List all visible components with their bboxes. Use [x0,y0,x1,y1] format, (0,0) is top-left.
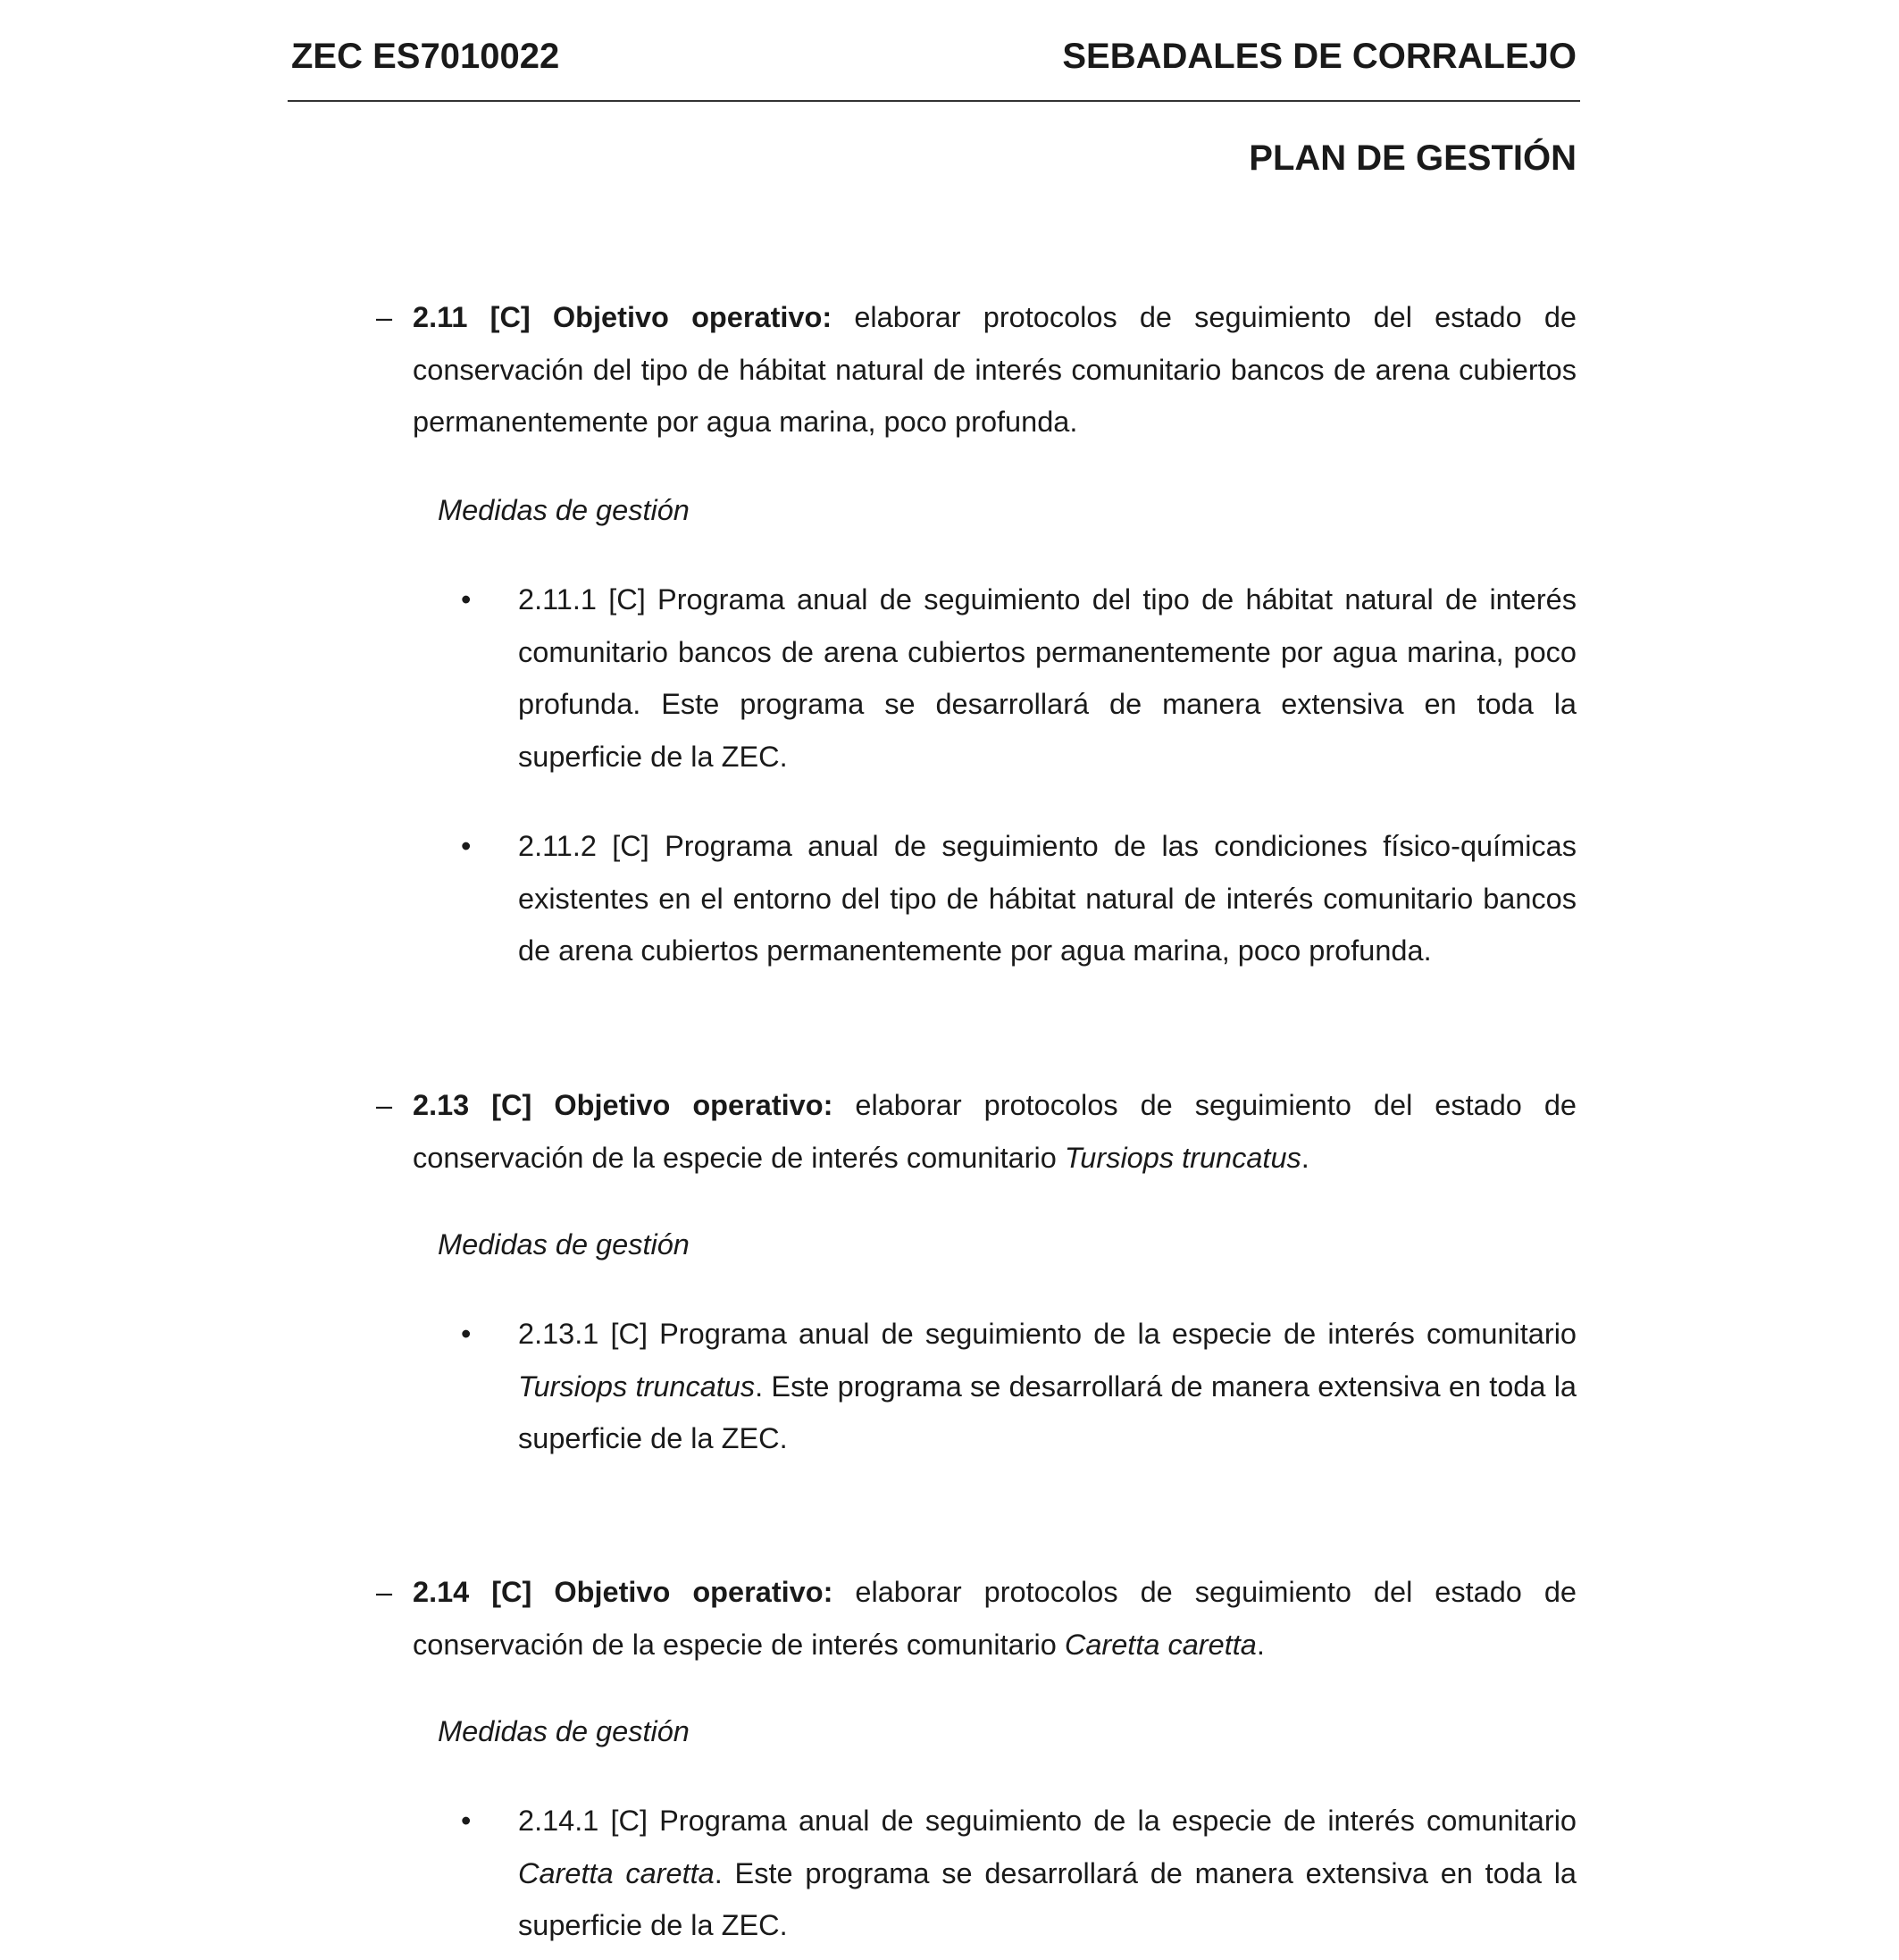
species-name: Caretta caretta [518,1856,715,1889]
header-plan-title: PLAN DE GESTIÓN [1249,138,1577,178]
measure-text-end: . Este programa se desarrollará de manera extensiva en toda la superficie de la ZEC. [518,1369,1577,1454]
bullet-marker: • [461,1318,472,1350]
header-divider [288,100,1580,102]
dash-marker: – [376,1089,393,1121]
header-site-name: SEBADALES DE CORRALEJO [1062,37,1577,76]
bullet-marker: • [461,1805,472,1837]
header-zec-code: ZEC ES7010022 [291,37,560,76]
objective-2-13 [413,1079,1577,1184]
objective-2-14 [413,1566,1577,1671]
objective-heading: 2.13 [C] Objetivo operativo: [413,1089,833,1121]
objective-text: elaborar protocolos de seguimiento del estado de conservación del tipo de hábitat natural de interés comunitario bancos de arena cubiertos permanentemente por agua marina, poco profunda. [413,301,1577,438]
bullet-marker: • [461,583,472,616]
medidas-label: Medidas de gestión [438,1715,690,1747]
objective-2-11 [413,291,1577,448]
dash-marker: – [376,1576,393,1608]
objective-heading: 2.14 [C] Objetivo operativo: [413,1576,833,1608]
species-name: Tursiops truncatus [1064,1141,1301,1174]
objective-text-end: . [1301,1141,1309,1174]
objective-heading: 2.11 [C] Objetivo operativo: [413,301,832,333]
species-name: Caretta caretta [1064,1628,1257,1661]
dash-marker: – [376,301,393,333]
objective-text-end: . [1256,1628,1265,1661]
medidas-label: Medidas de gestión [438,1228,690,1261]
measure-2-14-1 [518,1795,1577,1952]
bullet-marker: • [461,830,472,862]
objective-text: elaborar protocolos de seguimiento del estado de conservación de la especie de interés comunitario [413,1576,1577,1661]
species-name: Tursiops truncatus [518,1369,756,1403]
medidas-label: Medidas de gestión [438,494,690,526]
measure-2-11-1: 2.11.1 [C] Programa anual de seguimiento del tipo de hábitat natural de interés comunitario bancos de arena cubiertos permanentemente por agua marina, poco profunda. Este programa se desarrollará de manera extensiva en toda la superficie de la ZEC. [518,583,1577,773]
measure-text-end: . Este programa se desarrollará de manera extensiva en toda la superficie de la ZEC. [518,1856,1577,1941]
measure-2-13-1 [518,1308,1577,1465]
measure-text: 2.14.1 [C] Programa anual de seguimiento de la especie de interés comunitario [518,1805,1577,1837]
measure-2-11-2: 2.11.2 [C] Programa anual de seguimiento de las condiciones físico-químicas existentes en el entorno del tipo de hábitat natural de interés comunitario bancos de arena cubiertos permanentemente por agua marina, poco profunda. [518,830,1577,967]
objective-text: elaborar protocolos de seguimiento del estado de conservación de la especie de interés comunitario [413,1089,1577,1174]
measure-text: 2.13.1 [C] Programa anual de seguimiento de la especie de interés comunitario [518,1318,1577,1350]
